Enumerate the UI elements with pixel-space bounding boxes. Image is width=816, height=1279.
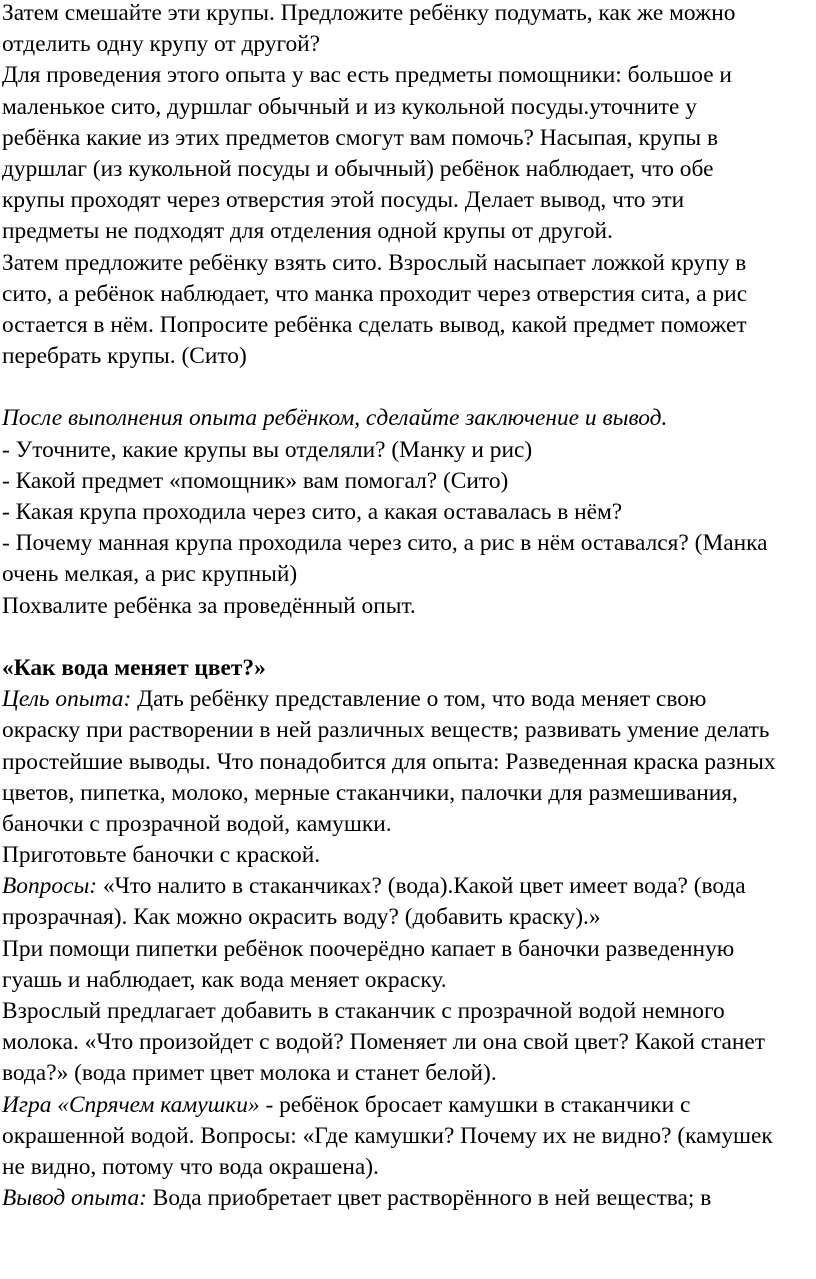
text-line: остается в нём. Попросите ребёнка сделать вывод, какой предмет поможет — [2, 311, 747, 338]
text-line: молока. «Что произойдет с водой? Поменяет ли она свой цвет? Какой станет — [2, 1029, 765, 1056]
text-line: простейшие выводы. Что понадобится для опыта: Разведенная краска разных — [2, 748, 776, 775]
text-line — [2, 684, 816, 715]
game-label: Игра «Спрячем камушки» — [2, 1091, 260, 1118]
text-line: Взрослый предлагает добавить в стаканчик с прозрачной водой немного — [2, 998, 725, 1024]
text-line: - Какой предмет «помощник» вам помогал? (Сито) — [2, 467, 509, 494]
text-line: Затем предложите ребёнку взять сито. Взрослый насыпает ложкой крупу в — [2, 249, 747, 276]
questions-text: «Что налито в стаканчиках? (вода).Какой цвет имеет вода? (вода — [97, 873, 746, 900]
blank-line — [2, 372, 816, 403]
text-line: не видно, потому что вода окрашена). — [2, 1153, 379, 1180]
conclusion-heading: После выполнения опыта ребёнком, сделайте заключение и вывод. — [2, 405, 668, 432]
text-line: прозрачная). Как можно окрасить воду? (добавить краску).» — [2, 904, 601, 931]
text-line: крупы проходят через отверстия этой посуды. Делает вывод, что эти — [2, 187, 685, 214]
game-text: - ребёнок бросает камушки в стаканчики с — [259, 1091, 691, 1118]
conclusion-text: Вода приобретает цвет растворённого в ней вещества; в — [146, 1185, 712, 1212]
text-line: цветов, пипетка, молоко, мерные стаканчики, палочки для размешивания, — [2, 779, 738, 806]
text-line: очень мелкая, а рис крупный) — [2, 561, 298, 588]
text-line: предметы не подходят для отделения одной крупы от другой. — [2, 218, 613, 245]
text-line: отделить одну крупу от другой? — [2, 31, 321, 58]
text-line — [2, 1183, 816, 1214]
goal-label: Цель опыта: — [2, 686, 132, 713]
conclusion-label: Вывод опыта: — [2, 1185, 147, 1212]
text-line: - Уточните, какие крупы вы отделяли? (Манку и рис) — [2, 436, 533, 463]
blank-line — [2, 622, 816, 653]
text-line: При помощи пипетки ребёнок поочерёдно капает в баночки разведенную — [2, 935, 735, 962]
text-line: гуашь и наблюдает, как вода меняет окраску. — [2, 966, 447, 993]
text-line: ребёнка какие из этих предметов смогут вам помочь? Насыпая, крупы в — [2, 124, 719, 151]
text-line: дуршлаг (из кукольной посуды и обычный) ребёнок наблюдает, что обе — [2, 155, 714, 182]
text-line: Для проведения этого опыта у вас есть предметы помощники: большое и — [2, 62, 732, 89]
questions-label: Вопросы: — [2, 873, 98, 900]
text-line — [2, 1090, 816, 1121]
text-line: Затем смешайте эти крупы. Предложите ребёнку подумать, как же можно — [2, 0, 736, 26]
text-line: окраску при растворении в ней различных веществ; развивать умение делать — [2, 717, 770, 744]
text-line: Похвалите ребёнка за проведённый опыт. — [2, 592, 416, 619]
text-line: перебрать крупы. (Сито) — [2, 343, 247, 370]
section-title: «Как вода меняет цвет?» — [2, 654, 266, 681]
goal-text: Дать ребёнку представление о том, что вода меняет свою — [131, 686, 707, 713]
text-line: Приготовьте баночки с краской. — [2, 842, 321, 869]
text-line: маленькое сито, дуршлаг обычный и из кукольной посуды.уточните у — [2, 93, 697, 120]
text-line: - Какая крупа проходила через сито, а какая оставалась в нём? — [2, 499, 623, 525]
text-line: - Почему манная крупа проходила через сито, а рис в нём оставался? (Манка — [2, 530, 768, 557]
text-line: сито, а ребёнок наблюдает, что манка проходит через отверстия сита, а рис — [2, 280, 748, 307]
text-line: баночки с прозрачной водой, камушки. — [2, 810, 392, 837]
text-line: вода?» (вода примет цвет молока и станет белой). — [2, 1060, 497, 1087]
text-line — [2, 871, 816, 902]
text-line: окрашенной водой. Вопросы: «Где камушки? Почему их не видно? (камушек — [2, 1122, 773, 1149]
